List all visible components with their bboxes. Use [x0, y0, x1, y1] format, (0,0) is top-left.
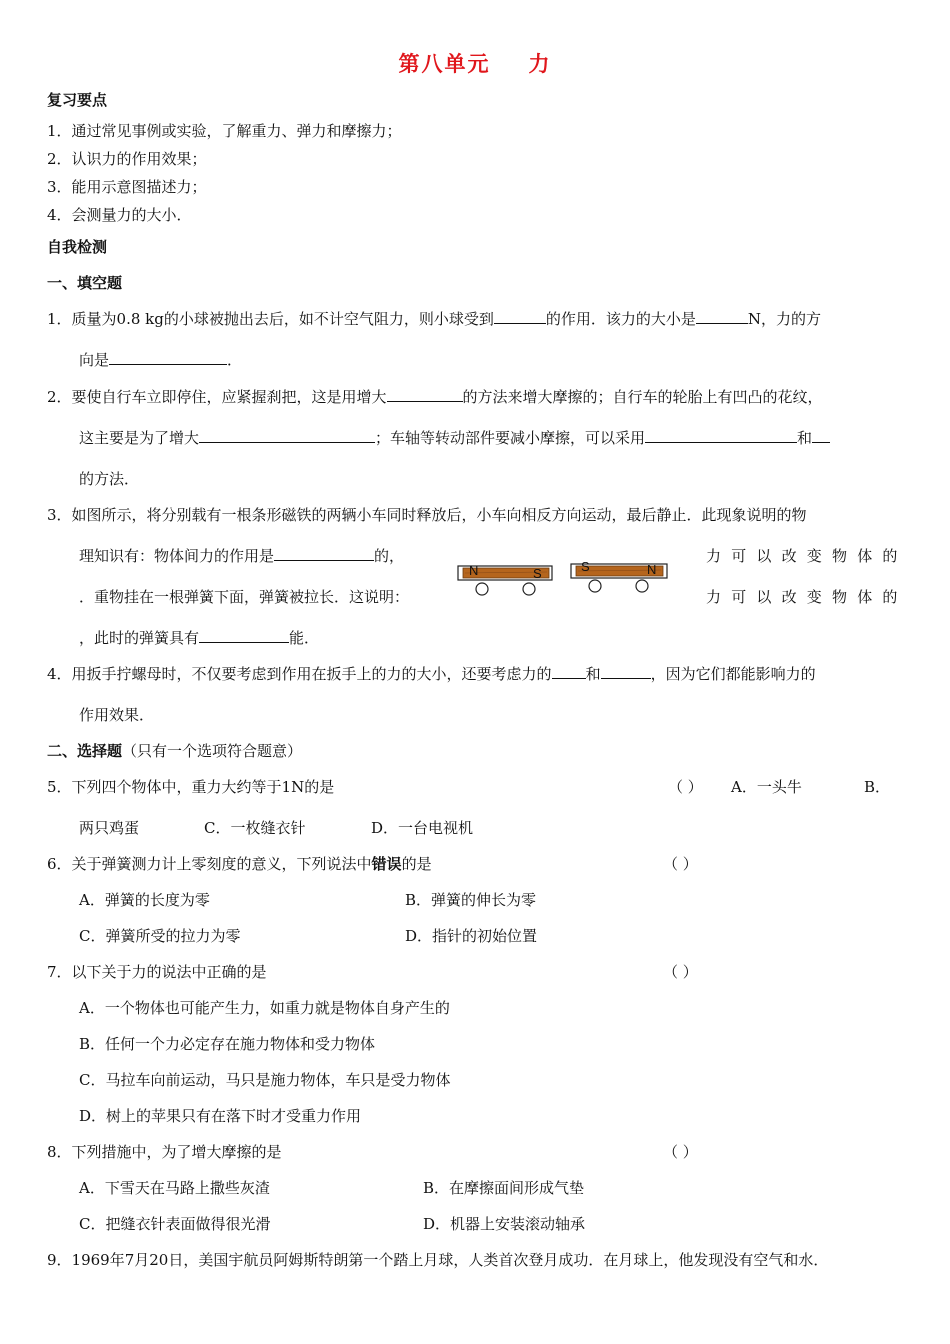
- choice-q5-stem: 5．下列四个物体中，重力大约等于1N的是: [47, 778, 335, 796]
- q4-text-c: ，因为它们都能影响力的: [650, 665, 816, 683]
- fill-q1-line1: [47, 308, 821, 329]
- q2-blank-1[interactable]: [387, 387, 463, 402]
- q1-text-e: ．: [227, 351, 243, 369]
- q7-option-b[interactable]: B．任何一个力必定存在施力物体和受力物体: [79, 1035, 376, 1053]
- title-topic: 力: [528, 52, 552, 76]
- cart2-pole-right: N: [647, 562, 657, 577]
- cart1-pole-left: N: [469, 563, 479, 578]
- q3-text-d: 力可以改变物体的: [706, 547, 908, 565]
- q2-text-e: 和: [797, 429, 813, 447]
- q6-option-b[interactable]: B．弹簧的伸长为零: [405, 891, 537, 909]
- cart-2: [571, 559, 667, 592]
- q3-blank-1[interactable]: [274, 546, 374, 561]
- q7-option-a[interactable]: A．一个物体也可能产生力，如重力就是物体自身产生的: [79, 999, 450, 1017]
- choice-q8-stem: 8．下列措施中，为了增大摩擦的是: [47, 1143, 282, 1161]
- q8-option-b[interactable]: B．在摩擦面间形成气垫: [423, 1179, 585, 1197]
- q4-text-b: 和: [585, 665, 601, 683]
- fill-q4-line1: [47, 663, 816, 684]
- q1-text-c: N，力的方: [747, 310, 822, 328]
- choice-q7-stem: 7．以下关于力的说法中正确的是: [47, 963, 267, 981]
- q8-option-c[interactable]: C．把缝衣针表面做得很光滑: [79, 1215, 271, 1233]
- fill-q4-line2: 作用效果．: [79, 706, 155, 724]
- q1-blank-3[interactable]: [109, 350, 227, 365]
- cart1-pole-right: S: [533, 566, 542, 581]
- review-item-3: 3．能用示意图描述力；: [47, 178, 207, 196]
- q3-text-e: ．重物挂在一根弹簧下面，弹簧被拉长．这说明：: [79, 588, 410, 606]
- q6-option-c[interactable]: C．弹簧所受的拉力为零: [79, 927, 241, 945]
- q5-option-b-text: 两只鸡蛋: [79, 819, 140, 837]
- q7-option-c[interactable]: C．马拉车向前运动，马只是施力物体，车只是受力物体: [79, 1071, 451, 1089]
- q2-text-a: 2．要使自行车立即停住，应紧握刹把，这是用增大: [47, 388, 387, 406]
- q6-option-d[interactable]: D．指针的初始位置: [405, 927, 538, 945]
- q1-text-b: 的作用．该力的大小是: [545, 310, 696, 328]
- q6-stem-a: 6．关于弹簧测力计上零刻度的意义，下列说法中: [47, 855, 372, 873]
- q6-answer-paren[interactable]: （ ）: [663, 855, 698, 873]
- q4-blank-1[interactable]: [552, 664, 586, 679]
- title-unit: 第八单元: [398, 52, 491, 76]
- q8-option-d[interactable]: D．机器上安装滚动轴承: [423, 1215, 586, 1233]
- q2-text-d: ；车轴等转动部件要减小摩擦，可以采用: [375, 429, 646, 447]
- q7-option-d[interactable]: D．树上的苹果只有在落下时才受重力作用: [79, 1107, 362, 1125]
- q2-blank-4[interactable]: [812, 428, 830, 443]
- q6-stem-emphasis: 错误: [371, 855, 402, 873]
- q2-text-b: 的方法来增大摩擦的；自行车的轮胎上有凹凸的花纹，: [462, 388, 823, 406]
- q6-option-a[interactable]: A．弹簧的长度为零: [79, 891, 210, 909]
- page-title: [0, 48, 950, 78]
- q1-blank-1[interactable]: [494, 309, 546, 324]
- q3-blank-2[interactable]: [199, 628, 289, 643]
- cart2-pole-left: S: [581, 559, 590, 574]
- q3-text-b: 理知识有：物体间力的作用是: [79, 547, 275, 565]
- fill-q2-line2: [79, 427, 830, 448]
- choice-note: （只有一个选项符合题意）: [122, 742, 303, 760]
- q2-text-c: 这主要是为了增大: [79, 429, 200, 447]
- fill-q2-line3: 的方法．: [79, 470, 140, 488]
- q5-option-c[interactable]: C．一枚缝衣针: [204, 819, 306, 837]
- review-item-2: 2．认识力的作用效果；: [47, 150, 207, 168]
- fill-q2-line1: [47, 386, 823, 407]
- q4-blank-2[interactable]: [601, 664, 651, 679]
- q3-text-g: ，此时的弹簧具有: [79, 629, 200, 647]
- q3-text-c: 的，: [374, 547, 405, 565]
- q6-stem-end: 的是: [401, 855, 432, 873]
- q4-text-a: 4．用扳手拧螺母时，不仅要考虑到作用在扳手上的力的大小，还要考虑力的: [47, 665, 552, 683]
- review-item-4: 4．会测量力的大小．: [47, 206, 192, 224]
- q5-answer-paren[interactable]: （ ）: [668, 778, 703, 796]
- selfcheck-heading: 自我检测: [47, 238, 108, 256]
- choice-q9-stem: 9．1969年7月20日，美国宇航员阿姆斯特朗第一个踏上月球，人类首次登月成功．在月球上，他发现没有空气和水．: [47, 1251, 829, 1269]
- fill-heading: 一、填空题: [47, 274, 123, 292]
- magnet-carts-figure: [455, 558, 675, 600]
- cart-1: [458, 563, 552, 595]
- review-heading: 复习要点: [47, 91, 108, 109]
- q3-text-f: 力可以改变物体的: [706, 588, 908, 606]
- q5-option-b[interactable]: B．: [864, 778, 891, 796]
- choice-heading: 二、选择题: [47, 742, 123, 760]
- q8-answer-paren[interactable]: （ ）: [663, 1143, 698, 1161]
- review-item-1: 1．通过常见事例或实验，了解重力、弹力和摩擦力；: [47, 122, 402, 140]
- q5-option-a[interactable]: A．一头牛: [731, 778, 802, 796]
- q2-blank-3[interactable]: [645, 428, 797, 443]
- q1-text-d: 向是: [79, 351, 110, 369]
- q2-blank-2[interactable]: [199, 428, 375, 443]
- q3-text-h: 能．: [289, 629, 320, 647]
- fill-q1-line2: [79, 349, 242, 370]
- choice-q6-stem: [47, 853, 432, 874]
- q5-option-d[interactable]: D．一台电视机: [371, 819, 474, 837]
- choice-heading-row: [47, 740, 302, 761]
- fill-q3-line2: [79, 545, 404, 566]
- fill-q3-line1: 3．如图所示，将分别载有一根条形磁铁的两辆小车同时释放后，小车向相反方向运动，最后静止．此现象说明的物: [47, 506, 807, 524]
- q1-blank-2[interactable]: [696, 309, 748, 324]
- q8-option-a[interactable]: A．下雪天在马路上撒些灰渣: [79, 1179, 270, 1197]
- q1-text-a: 1．质量为0.8 kg的小球被抛出去后，如不计空气阻力，则小球受到: [47, 310, 494, 328]
- q7-answer-paren[interactable]: （ ）: [663, 963, 698, 981]
- fill-q3-line5: [79, 627, 319, 648]
